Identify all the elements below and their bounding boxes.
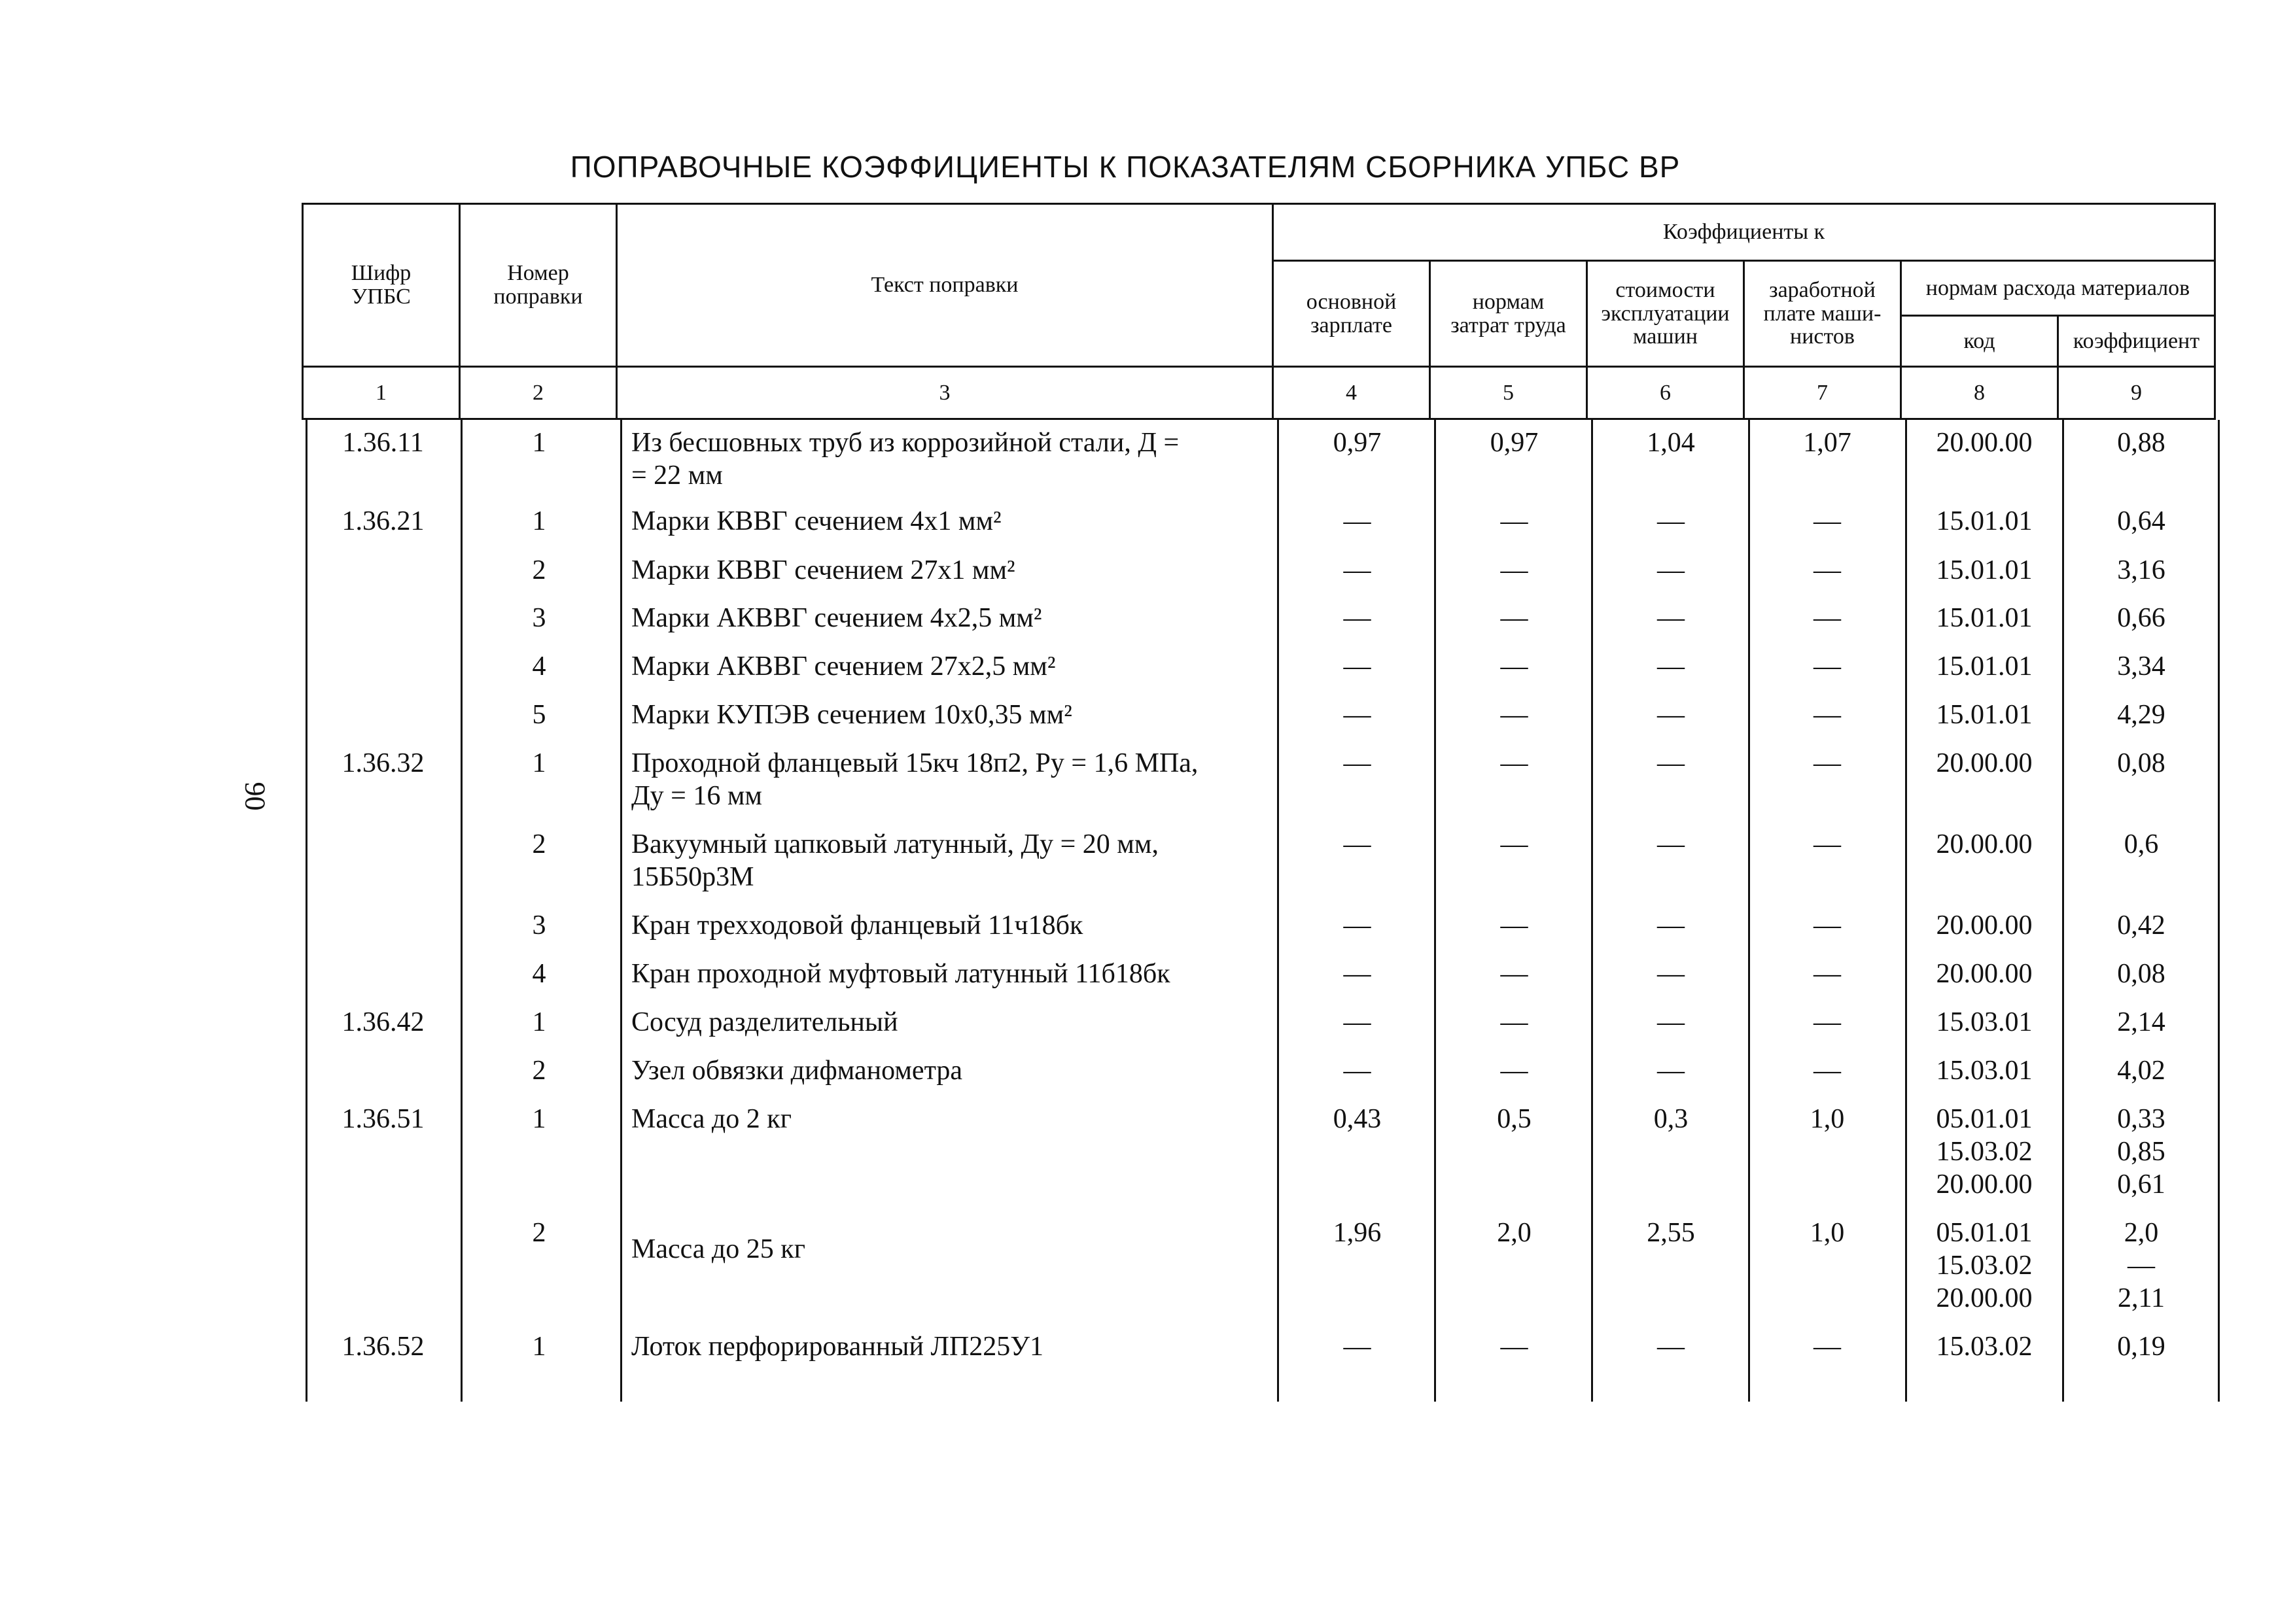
row-salary-coef: — bbox=[1343, 959, 1371, 989]
header-coefficients-group: Коэффициенты к bbox=[1272, 205, 2214, 260]
row-labor-coef: — bbox=[1500, 506, 1528, 536]
row-number: 2 bbox=[532, 555, 546, 585]
header-num-6: 6 bbox=[1586, 366, 1743, 418]
row-labor-coef: — bbox=[1500, 910, 1528, 941]
row-number: 1 bbox=[532, 748, 546, 778]
row-labor-coef: — bbox=[1500, 651, 1528, 682]
row-machine-coef: — bbox=[1657, 829, 1685, 859]
row-salary-coef: 0,97 bbox=[1333, 428, 1382, 458]
header-num-2: 2 bbox=[459, 366, 616, 418]
row-material-coef: 0,08 bbox=[2117, 959, 2165, 989]
row-material-code: 05.01.01 15.03.02 20.00.00 bbox=[1936, 1218, 2033, 1313]
header-materials-group: нормам расхода материалов bbox=[1900, 260, 2214, 315]
header-col-7: заработной плате маши- нистов bbox=[1743, 260, 1900, 366]
row-machine-coef: — bbox=[1657, 506, 1685, 536]
row-machine-coef: — bbox=[1657, 959, 1685, 989]
row-text: Марки АКВВГ сечением 4х2,5 мм² bbox=[631, 603, 1042, 633]
row-material-coef: 3,34 bbox=[2117, 651, 2165, 682]
row-material-code: 20.00.00 bbox=[1936, 829, 2033, 859]
row-material-code: 15.01.01 bbox=[1936, 651, 2033, 682]
row-labor-coef: 2,0 bbox=[1497, 1218, 1532, 1248]
row-labor-coef: — bbox=[1500, 748, 1528, 778]
row-material-code: 15.03.02 bbox=[1936, 1332, 2033, 1362]
row-material-code: 20.00.00 bbox=[1936, 748, 2033, 778]
row-machine-coef: — bbox=[1657, 910, 1685, 941]
row-text: Из бесшовных труб из коррозийной стали, Д = = 22 мм bbox=[631, 428, 1180, 491]
header-col-4: основной зарплате bbox=[1272, 260, 1429, 366]
row-operator-coef: — bbox=[1813, 959, 1841, 989]
row-number: 4 bbox=[532, 651, 546, 682]
row-code: 1.36.51 bbox=[342, 1104, 425, 1134]
row-number: 3 bbox=[532, 603, 546, 633]
row-salary-coef: 0,43 bbox=[1333, 1104, 1382, 1134]
row-code: 1.36.11 bbox=[342, 428, 424, 458]
row-text: Марки КВВГ сечением 4х1 мм² bbox=[631, 506, 1002, 536]
column-divider bbox=[306, 420, 307, 1402]
page-title: ПОПРАВОЧНЫЕ КОЭФФИЦИЕНТЫ К ПОКАЗАТЕЛЯМ СБОРНИКА УПБС ВР bbox=[570, 150, 1681, 184]
header-col-5: нормам затрат труда bbox=[1429, 260, 1586, 366]
row-machine-coef: — bbox=[1657, 1332, 1685, 1362]
row-operator-coef: 1,0 bbox=[1810, 1218, 1845, 1248]
row-machine-coef: — bbox=[1657, 603, 1685, 633]
row-material-code: 15.01.01 bbox=[1936, 700, 2033, 730]
row-salary-coef: — bbox=[1343, 1007, 1371, 1037]
row-labor-coef: 0,97 bbox=[1490, 428, 1539, 458]
row-operator-coef: — bbox=[1813, 555, 1841, 585]
row-text: Сосуд разделительный bbox=[631, 1007, 898, 1037]
row-material-code: 15.01.01 bbox=[1936, 603, 2033, 633]
row-text: Проходной фланцевый 15кч 18п2, Pу = 1,6 МПа, Ду = 16 мм bbox=[631, 748, 1199, 811]
row-material-coef: 3,16 bbox=[2117, 555, 2165, 585]
row-text: Масса до 25 кг bbox=[631, 1234, 805, 1264]
row-text: Вакуумный цапковый латунный, Ду = 20 мм, 15Б50р3М bbox=[631, 829, 1159, 892]
row-operator-coef: — bbox=[1813, 1007, 1841, 1037]
row-text: Марки КУПЭВ сечением 10х0,35 мм² bbox=[631, 700, 1072, 730]
row-operator-coef: — bbox=[1813, 1332, 1841, 1362]
row-number: 2 bbox=[532, 1218, 546, 1248]
row-number: 2 bbox=[532, 829, 546, 859]
row-material-coef: 4,02 bbox=[2117, 1056, 2165, 1086]
row-labor-coef: — bbox=[1500, 829, 1528, 859]
row-machine-coef: 2,55 bbox=[1647, 1218, 1695, 1248]
row-text: Кран проходной муфтовый латунный 11б18бк bbox=[631, 959, 1170, 989]
row-operator-coef: 1,0 bbox=[1810, 1104, 1845, 1134]
row-salary-coef: — bbox=[1343, 603, 1371, 633]
row-salary-coef: — bbox=[1343, 555, 1371, 585]
row-operator-coef: — bbox=[1813, 603, 1841, 633]
row-material-code: 15.01.01 bbox=[1936, 555, 2033, 585]
header-number: Номер поправки bbox=[459, 205, 616, 366]
row-code: 1.36.52 bbox=[342, 1332, 425, 1362]
row-machine-coef: — bbox=[1657, 748, 1685, 778]
row-material-code: 20.00.00 bbox=[1936, 910, 2033, 941]
row-machine-coef: 1,04 bbox=[1647, 428, 1695, 458]
row-operator-coef: — bbox=[1813, 651, 1841, 682]
row-number: 3 bbox=[532, 910, 546, 941]
row-text: Марки КВВГ сечением 27х1 мм² bbox=[631, 555, 1015, 585]
row-labor-coef: — bbox=[1500, 959, 1528, 989]
row-operator-coef: 1,07 bbox=[1803, 428, 1851, 458]
row-labor-coef: — bbox=[1500, 1332, 1528, 1362]
row-machine-coef: 0,3 bbox=[1653, 1104, 1689, 1134]
row-labor-coef: 0,5 bbox=[1497, 1104, 1532, 1134]
row-salary-coef: — bbox=[1343, 506, 1371, 536]
row-labor-coef: — bbox=[1500, 555, 1528, 585]
row-text: Марки АКВВГ сечением 27х2,5 мм² bbox=[631, 651, 1056, 682]
header-num-3: 3 bbox=[616, 366, 1272, 418]
header-col-6: стоимости эксплуатации машин bbox=[1586, 260, 1743, 366]
row-salary-coef: — bbox=[1343, 700, 1371, 730]
row-material-code: 05.01.01 15.03.02 20.00.00 bbox=[1936, 1104, 2033, 1200]
row-material-code: 15.03.01 bbox=[1936, 1056, 2033, 1086]
row-number: 1 bbox=[532, 1007, 546, 1037]
header-num-5: 5 bbox=[1429, 366, 1586, 418]
row-number: 4 bbox=[532, 959, 546, 989]
row-machine-coef: — bbox=[1657, 700, 1685, 730]
row-material-code: 15.03.01 bbox=[1936, 1007, 2033, 1037]
row-labor-coef: — bbox=[1500, 603, 1528, 633]
table-header bbox=[302, 203, 2216, 420]
row-material-coef: 0,08 bbox=[2117, 748, 2165, 778]
header-num-1: 1 bbox=[304, 366, 459, 418]
row-material-coef: 2,14 bbox=[2117, 1007, 2165, 1037]
row-machine-coef: — bbox=[1657, 651, 1685, 682]
row-material-coef: 0,64 bbox=[2117, 506, 2165, 536]
row-text: Кран трехходовой фланцевый 11ч18бк bbox=[631, 910, 1083, 941]
row-material-coef: 0,6 bbox=[2124, 829, 2159, 859]
row-text: Масса до 2 кг bbox=[631, 1104, 792, 1134]
header-num-9: 9 bbox=[2057, 366, 2214, 418]
row-labor-coef: — bbox=[1500, 1056, 1528, 1086]
page-number: 90 bbox=[239, 782, 272, 811]
header-text: Текст поправки bbox=[616, 205, 1272, 366]
row-machine-coef: — bbox=[1657, 1007, 1685, 1037]
row-salary-coef: — bbox=[1343, 910, 1371, 941]
header-col-9: коэффициент bbox=[2057, 315, 2214, 366]
row-text: Лоток перфорированный ЛП225У1 bbox=[631, 1332, 1044, 1362]
row-material-coef: 2,0 — 2,11 bbox=[2118, 1218, 2165, 1313]
row-salary-coef: — bbox=[1343, 1332, 1371, 1362]
row-material-coef: 0,19 bbox=[2117, 1332, 2165, 1362]
header-num-4: 4 bbox=[1272, 366, 1429, 418]
row-salary-coef: — bbox=[1343, 829, 1371, 859]
row-material-coef: 0,88 bbox=[2117, 428, 2165, 458]
row-labor-coef: — bbox=[1500, 700, 1528, 730]
row-machine-coef: — bbox=[1657, 555, 1685, 585]
table-body bbox=[306, 420, 2220, 1402]
row-salary-coef: — bbox=[1343, 651, 1371, 682]
row-material-code: 15.01.01 bbox=[1936, 506, 2033, 536]
row-operator-coef: — bbox=[1813, 910, 1841, 941]
row-salary-coef: — bbox=[1343, 748, 1371, 778]
row-code: 1.36.32 bbox=[342, 748, 425, 778]
header-code: Шифр УПБС bbox=[351, 261, 412, 309]
row-code: 1.36.21 bbox=[342, 506, 425, 536]
row-material-coef: 0,33 0,85 0,61 bbox=[2117, 1104, 2165, 1200]
row-number: 1 bbox=[532, 428, 546, 458]
row-material-coef: 4,29 bbox=[2117, 700, 2165, 730]
row-operator-coef: — bbox=[1813, 829, 1841, 859]
row-operator-coef: — bbox=[1813, 1056, 1841, 1086]
row-operator-coef: — bbox=[1813, 700, 1841, 730]
row-code: 1.36.42 bbox=[342, 1007, 425, 1037]
row-salary-coef: 1,96 bbox=[1333, 1218, 1382, 1248]
row-number: 5 bbox=[532, 700, 546, 730]
row-material-coef: 0,66 bbox=[2117, 603, 2165, 633]
row-labor-coef: — bbox=[1500, 1007, 1528, 1037]
header-num-8: 8 bbox=[1900, 366, 2057, 418]
row-number: 1 bbox=[532, 1104, 546, 1134]
header-col-8: код bbox=[1900, 315, 2057, 366]
row-number: 2 bbox=[532, 1056, 546, 1086]
row-number: 1 bbox=[532, 506, 546, 536]
row-operator-coef: — bbox=[1813, 748, 1841, 778]
row-material-code: 20.00.00 bbox=[1936, 959, 2033, 989]
row-machine-coef: — bbox=[1657, 1056, 1685, 1086]
row-operator-coef: — bbox=[1813, 506, 1841, 536]
row-number: 1 bbox=[532, 1332, 546, 1362]
header-num-7: 7 bbox=[1743, 366, 1900, 418]
row-salary-coef: — bbox=[1343, 1056, 1371, 1086]
row-text: Узел обвязки дифманометра bbox=[631, 1056, 963, 1086]
row-material-code: 20.00.00 bbox=[1936, 428, 2033, 458]
row-material-coef: 0,42 bbox=[2117, 910, 2165, 941]
